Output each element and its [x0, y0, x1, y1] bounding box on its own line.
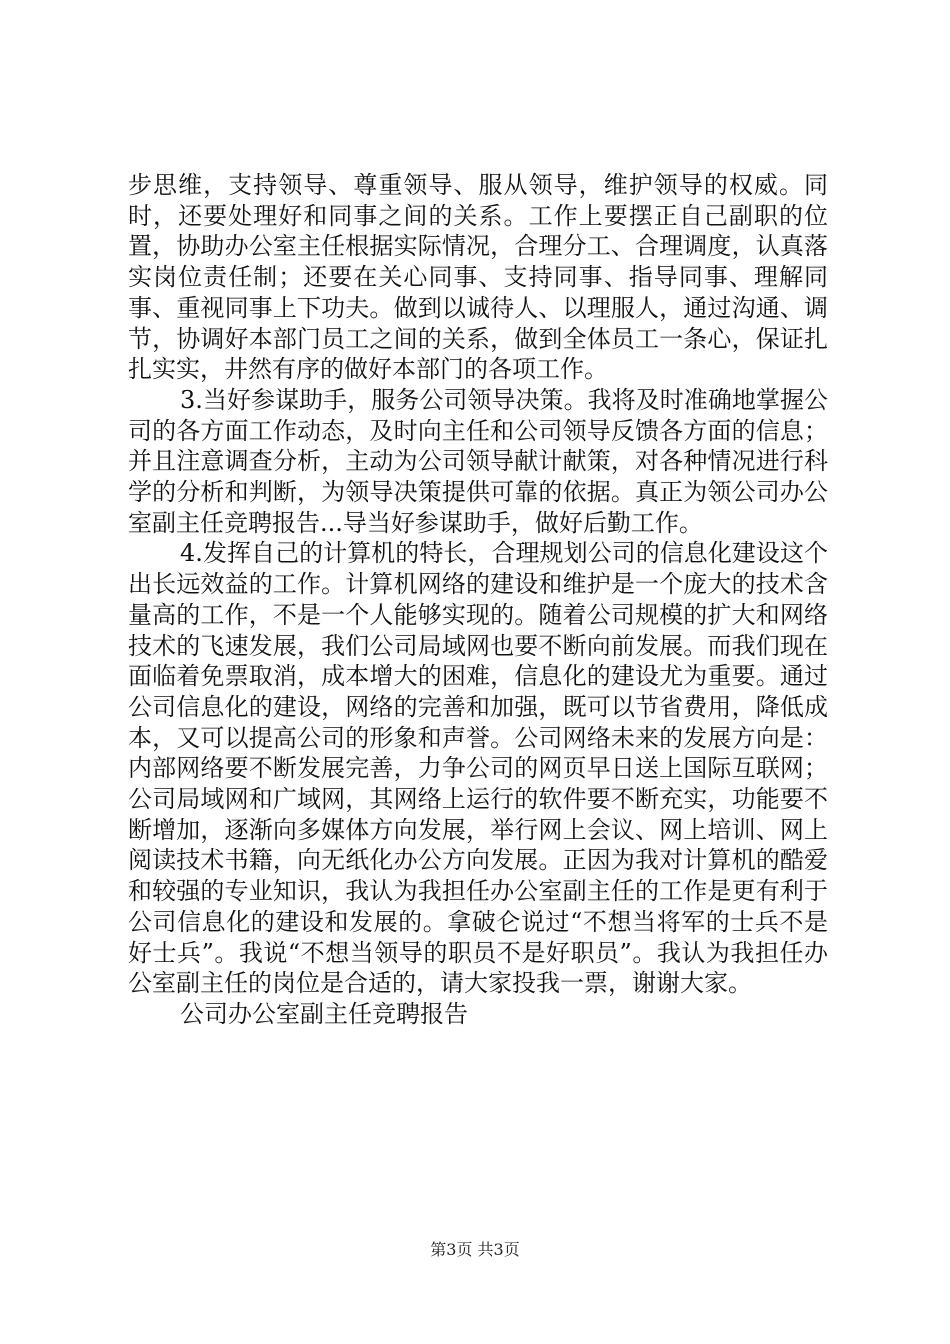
paragraph-continuation: 步思维，支持领导、尊重领导、服从领导，维护领导的权威。同时，还要处理好和同事之间的关系。工作上要摆正自己副职的位置，协助办公室主任根据实际情况，合理分工、合理调度，认真落实岗位责任制；还要在关心同事、支持同事、指导同事、理解同事、重视同事上下功夫。做到以诚待人、以理服人，通过沟通、调节，协调好本部门员工之间的关系，做到全体员工一条心，保证扎扎实实，井然有序的做好本部门的各项工作。: [128, 171, 828, 384]
paragraph-closing-title: 公司办公室副主任竞聘报告: [180, 999, 468, 1028]
document-body: [128, 170, 828, 1030]
paragraph-item-3: 3.当好参谋助手，服务公司领导决策。我将及时准确地掌握公司的各方面工作动态，及时向主任和公司领导反馈各方面的信息；并且注意调查分析，主动为公司领导献计献策，对各种情况进行科学的分析和判断，为领导决策提供可靠的依据。真正为领公司办公室副主任竞聘报告...导当好参谋助手，做好后勤工作。: [128, 385, 828, 537]
paragraph-item-4: 4.发挥自己的计算机的特长，合理规划公司的信息化建设这个出长远效益的工作。计算机网络的建设和维护是一个庞大的技术含量高的工作，不是一个人能够实现的。随着公司规模的扩大和网络技术的飞速发展，我们公司局域网也要不断向前发展。而我们现在面临着免票取消，成本增大的困难，信息化的建设尤为重要。通过公司信息化的建设，网络的完善和加强，既可以节省费用，降低成本，又可以提高公司的形象和声誉。公司网络未来的发展方向是：内部网络要不断发展完善，力争公司的网页早日送上国际互联网；公司局域网和广域网，其网络上运行的软件要不断充实，功能要不断增加，逐渐向多媒体方向发展，举行网上会议、网上培训、网上阅读技术书籍，向无纸化办公方向发展。正因为我对计算机的酷爱和较强的专业知识，我认为我担任办公室副主任的工作是更有利于公司信息化的建设和发展的。拿破仑说过“不想当将军的士兵不是好士兵”。我说“不想当领导的职员不是好职员”。我认为我担任办公室副主任的岗位是合适的，请大家投我一票，谢谢大家。: [128, 539, 828, 998]
page-footer: 第3页 共3页: [430, 1240, 520, 1259]
